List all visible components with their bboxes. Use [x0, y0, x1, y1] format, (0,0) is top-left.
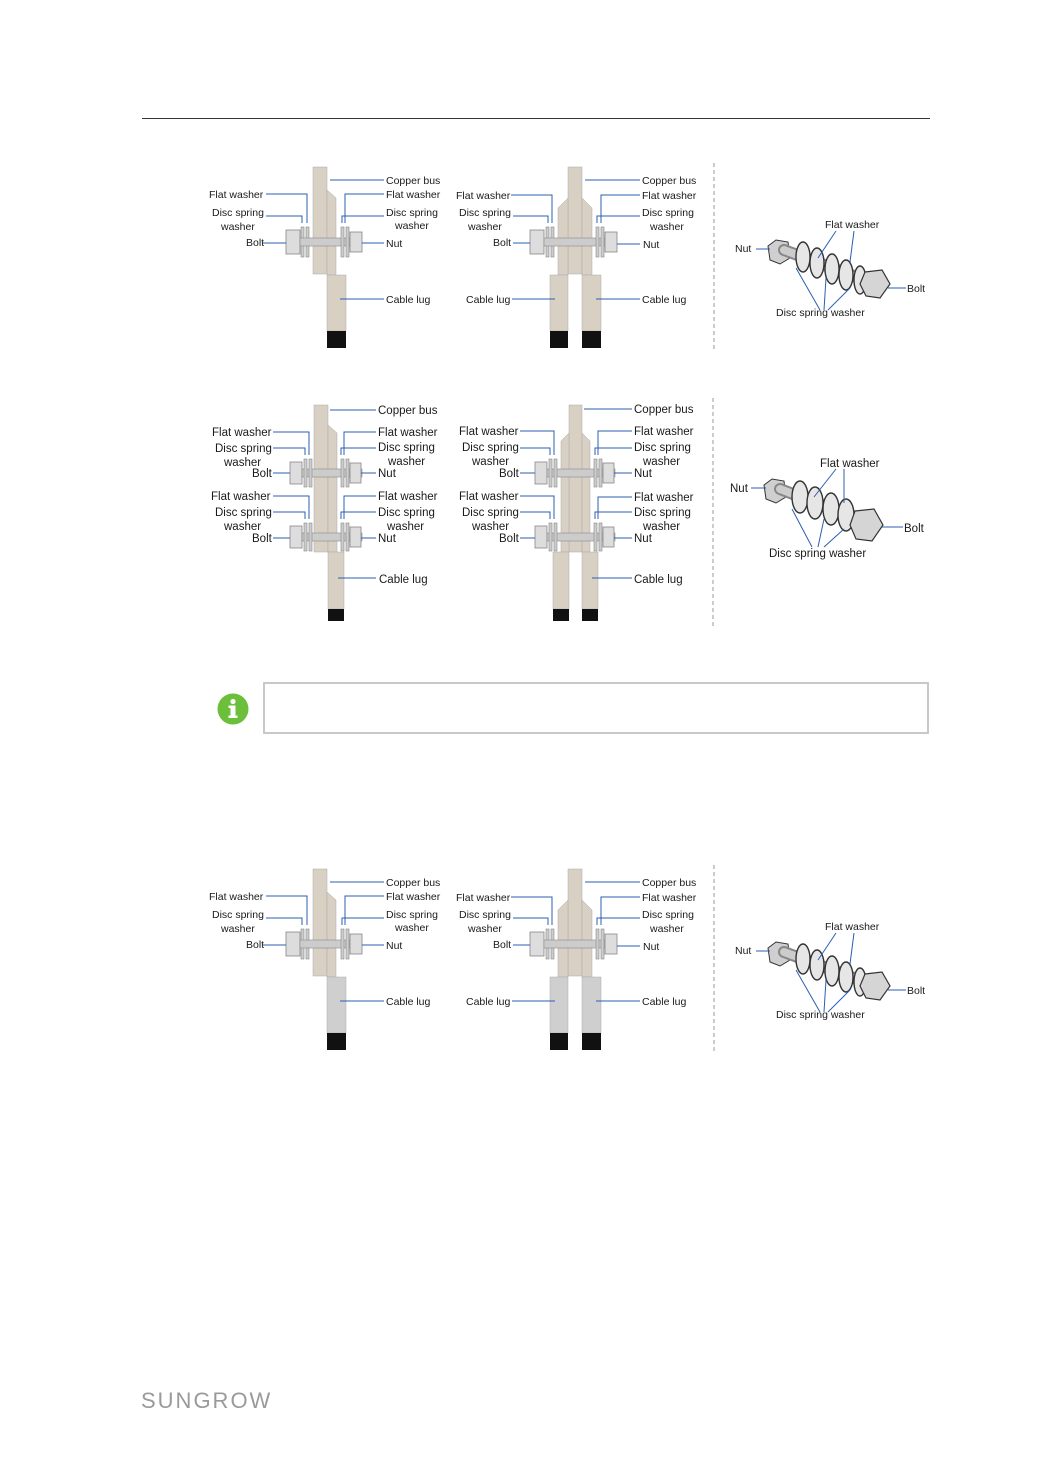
cable-lug-label: Cable lug: [634, 574, 683, 586]
bolt-assembly-illustration: [751, 469, 903, 547]
panel-a-diagram: [262, 167, 384, 348]
disc-spring-label: Disc spring: [462, 442, 519, 454]
disc-spring-label-2: washer: [643, 521, 681, 533]
panel-b-diagram: [520, 405, 632, 621]
flat-washer-label: Flat washer: [825, 219, 880, 231]
nut-label: Nut: [378, 468, 396, 480]
copper-bus-label: Copper bus: [642, 877, 697, 889]
disc-spring-label: Disc spring: [459, 909, 511, 921]
disc-spring-label-2: washer: [643, 456, 681, 468]
flat-washer-label: Flat washer: [634, 426, 694, 438]
disc-spring-label: Disc spring: [642, 207, 694, 219]
flat-washer-label: Flat washer: [459, 426, 519, 438]
bolt-label: Bolt: [493, 237, 512, 249]
bolt-label: Bolt: [252, 533, 272, 545]
cable-lug-label: Cable lug: [466, 996, 511, 1008]
disc-spring-washer-label: Disc spring washer: [776, 1009, 865, 1021]
bolt-label: Bolt: [904, 523, 924, 535]
disc-spring-label-2: washer: [221, 221, 255, 233]
nut-label: Nut: [735, 243, 752, 255]
nut-label: Nut: [378, 533, 396, 545]
cable-lug-label: Cable lug: [642, 294, 687, 306]
disc-spring-label: Disc spring: [215, 507, 272, 519]
bolt-assembly-illustration: [756, 231, 906, 310]
flat-washer-label: Flat washer: [459, 491, 519, 503]
disc-spring-label: Disc spring: [386, 207, 438, 219]
disc-spring-washer-label: Disc spring washer: [776, 307, 865, 319]
disc-spring-label-2: washer: [387, 521, 425, 533]
nut-label: Nut: [634, 468, 652, 480]
panel-b-diagram: [511, 167, 640, 348]
copper-bus-label: Copper bus: [634, 404, 694, 416]
flat-washer-label: Flat washer: [456, 190, 511, 202]
disc-spring-label: Disc spring: [634, 507, 691, 519]
bolt-label: Bolt: [499, 468, 519, 480]
disc-spring-label-2: washer: [650, 221, 684, 233]
cable-lug-label: Cable lug: [386, 996, 431, 1008]
disc-spring-label-2: washer: [395, 220, 429, 232]
flat-washer-label: Flat washer: [378, 427, 438, 439]
disc-spring-label-2: washer: [224, 457, 262, 469]
disc-spring-label-2: washer: [388, 456, 426, 468]
disc-spring-label: Disc spring: [462, 507, 519, 519]
flat-washer-label: Flat washer: [386, 891, 441, 903]
disc-spring-label-2: washer: [224, 521, 262, 533]
flat-washer-label: Flat washer: [825, 921, 880, 933]
disc-spring-label: Disc spring: [212, 207, 264, 219]
disc-spring-label-2: washer: [395, 922, 429, 934]
panel-a-diagram: [273, 405, 376, 621]
panel-a-diagram: [262, 869, 384, 1050]
cable-lug-label: Cable lug: [466, 294, 511, 306]
disc-spring-label-2: washer: [472, 456, 510, 468]
nut-label: Nut: [643, 941, 660, 953]
disc-spring-label: Disc spring: [378, 507, 435, 519]
flat-washer-label: Flat washer: [642, 190, 697, 202]
nut-label: Nut: [643, 239, 660, 251]
flat-washer-label: Flat washer: [209, 189, 264, 201]
copper-bus-label: Copper bus: [386, 877, 441, 889]
cable-lug-label: Cable lug: [386, 294, 431, 306]
figure-1-single-lug: [200, 160, 940, 355]
disc-spring-label-2: washer: [650, 923, 684, 935]
bolt-label: Bolt: [246, 237, 265, 249]
flat-washer-label: Flat washer: [378, 491, 438, 503]
nut-label: Nut: [634, 533, 652, 545]
nut-label: Nut: [735, 945, 752, 957]
disc-spring-label-2: washer: [468, 221, 502, 233]
bolt-label: Bolt: [246, 939, 265, 951]
bolt-label: Bolt: [252, 468, 272, 480]
note-box: [263, 682, 929, 734]
disc-spring-label: Disc spring: [634, 442, 691, 454]
figure-2-double-bolt: [200, 395, 940, 630]
bolt-label: Bolt: [907, 283, 926, 295]
disc-spring-label-2: washer: [221, 923, 255, 935]
flat-washer-label: Flat washer: [634, 492, 694, 504]
disc-spring-label: Disc spring: [212, 909, 264, 921]
bolt-label: Bolt: [907, 985, 926, 997]
flat-washer-label: Flat washer: [212, 427, 272, 439]
sungrow-logo: SUNGROW: [141, 1388, 273, 1413]
disc-spring-label-2: washer: [468, 923, 502, 935]
bolt-label: Bolt: [499, 533, 519, 545]
copper-bus-label: Copper bus: [378, 405, 438, 417]
nut-label: Nut: [730, 483, 748, 495]
disc-spring-label: Disc spring: [642, 909, 694, 921]
header-rule: [142, 118, 930, 119]
figure-3-gray-lug: [200, 862, 940, 1057]
bolt-assembly-illustration: [756, 933, 906, 1012]
flat-washer-label: Flat washer: [642, 892, 697, 904]
flat-washer-label: Flat washer: [209, 891, 264, 903]
cable-lug-label: Cable lug: [379, 574, 428, 586]
cable-lug-label: Cable lug: [642, 996, 687, 1008]
nut-label: Nut: [386, 238, 403, 250]
copper-bus-label: Copper bus: [642, 175, 697, 187]
flat-washer-label: Flat washer: [211, 491, 271, 503]
flat-washer-label: Flat washer: [386, 189, 441, 201]
flat-washer-label: Flat washer: [820, 458, 880, 470]
disc-spring-label: Disc spring: [459, 207, 511, 219]
disc-spring-washer-label: Disc spring washer: [769, 548, 867, 560]
nut-label: Nut: [386, 940, 403, 952]
info-icon: [217, 693, 249, 725]
panel-b-diagram: [511, 869, 640, 1050]
disc-spring-label: Disc spring: [386, 909, 438, 921]
bolt-label: Bolt: [493, 939, 512, 951]
disc-spring-label-2: washer: [472, 521, 510, 533]
disc-spring-label: Disc spring: [215, 443, 272, 455]
flat-washer-label: Flat washer: [456, 892, 511, 904]
copper-bus-label: Copper bus: [386, 175, 441, 187]
disc-spring-label: Disc spring: [378, 442, 435, 454]
